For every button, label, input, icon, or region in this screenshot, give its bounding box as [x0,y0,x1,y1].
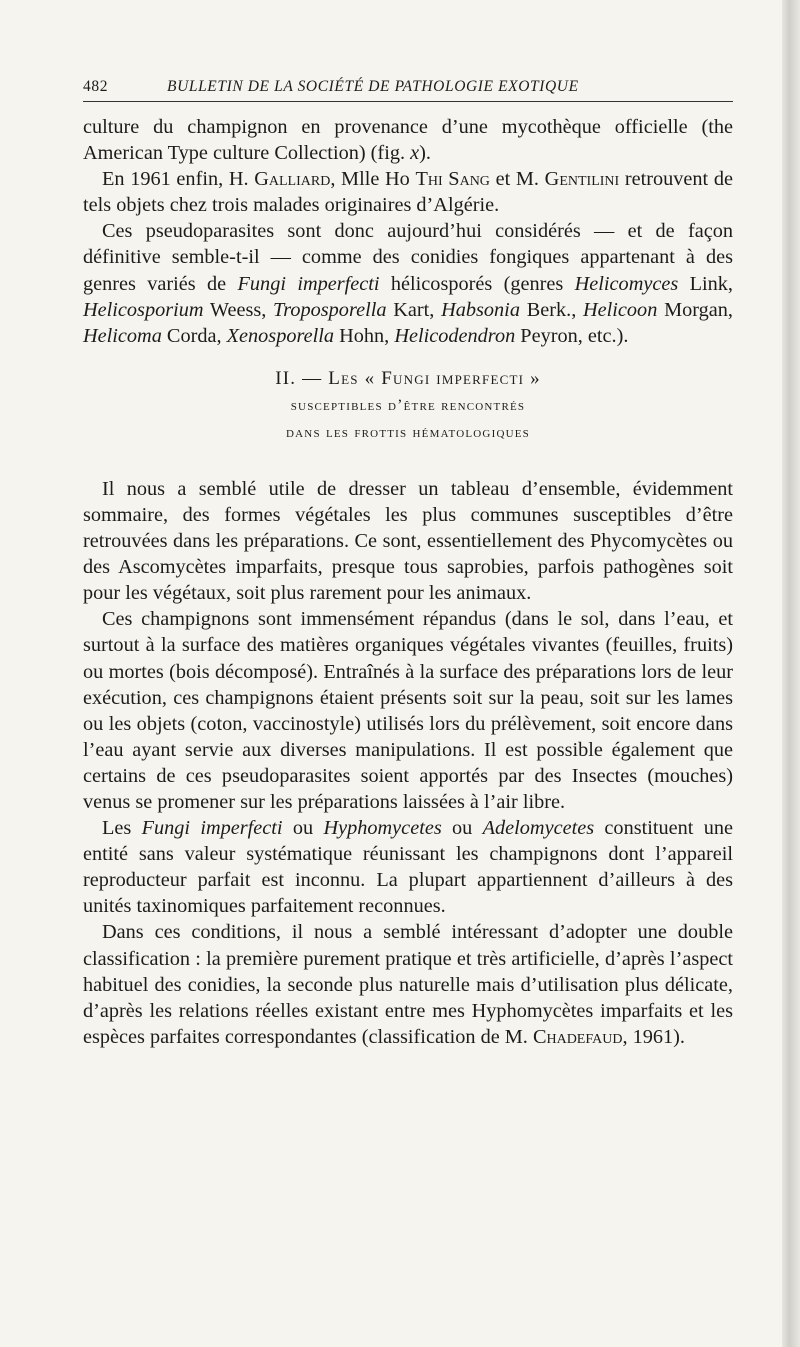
genus-troposporella: Troposporella [273,298,387,321]
p2-text-b: , Mlle Ho [330,168,416,191]
author-thi-sang: Thi Sang [415,168,490,191]
p6-italic-fungi: Fungi imperfecti [141,817,283,840]
section-heading [83,365,733,446]
genus-helicomyces: Helicomyces [574,272,679,295]
genus-helicoon: Helicoon [583,298,658,321]
p3-text-c: Link, [678,272,733,295]
journal-title: BULLETIN DE LA SOCIÉTÉ DE PATHOLOGIE EXOTIQUE [167,78,579,95]
p6-text-b: ou [282,817,324,840]
p3-text-b: hélicosporés (genres [379,272,575,295]
genus-helicosporium: Helicosporium [83,298,204,321]
paragraph-6 [83,815,733,919]
p3-text-f: Berk., [519,298,583,321]
p3-text-d: Weess, [203,298,274,321]
section-heading-line-1: II. — Les « Fungi imperfecti » [275,367,541,389]
genus-xenosporella: Xenosporella [226,324,335,347]
p6-italic-adelomycetes: Adelomycetes [482,817,595,840]
page [83,78,733,1050]
p2-text-a: En 1961 enfin, H. [102,168,255,191]
author-gentilini: Gentilini [544,168,620,191]
running-head [83,78,733,102]
paragraph-7 [83,919,733,1049]
p6-text-a: Les [102,817,142,840]
genus-helicodendron: Helicodendron [394,324,516,347]
page-edge-shadow [782,0,800,1347]
p1-text: culture du champignon en provenance d’une mycothèque officielle (the American Type culture Collection) (fig. [83,116,733,165]
p3-text-k: Hohn, [334,324,395,347]
p3-text-a: Ces pseudoparasites sont donc aujourd’hui considérés — et de façon définitive semble-t-il — comme des conidies fongiques appartenant à des genres variés de [83,220,733,295]
p3-italic-fungi: Fungi imperfecti [237,272,380,295]
p1-fig-ref: x [410,142,420,165]
paragraph-2 [83,166,733,218]
paragraph-3 [83,218,733,348]
section-heading-line-3: dans les frottis hématologiques [286,423,530,441]
p1-end: ). [419,142,431,165]
author-galliard: Galliard [254,168,331,191]
p6-italic-hyphomycetes: Hyphomycetes [323,817,442,840]
p3-text-g: Morgan, [657,298,733,321]
body-text [83,114,733,1050]
author-chadefaud: Chadefaud [532,1025,623,1048]
p2-text-c: et M. [489,168,545,191]
genus-habsonia: Habsonia [441,298,520,321]
section-heading-line-2: susceptibles d’être rencontrés [290,396,526,414]
p7-text-a: Dans ces conditions, il nous a semblé intéressant d’adopter une double classification : la première purement pratique et très artificielle, d’après l’aspect habituel des conidies, la seconde plus naturelle mais d’utilisation plus délicate, d’après les relations réelles existant entre mes Hyphomycètes imparfaits et les espèces parfaites correspondantes (classification de M. [83,921,733,1048]
paragraph-1 [83,114,733,166]
page-number: 482 [83,78,109,95]
p3-text-e: Kart, [386,298,442,321]
p6-text-c: ou [441,817,483,840]
p7-text-b: , 1961). [622,1025,685,1048]
paragraph-4: Il nous a semblé utile de dresser un tableau d’ensemble, évidemment sommaire, des formes végétales les plus communes susceptibles d’être retrouvées dans les préparations. Ce sont, essentiellement des Phycomycètes ou des Ascomycètes imparfaits, presque tous saprobies, parfois pathogènes soit pour les végétaux, soit plus rarement pour les animaux. [83,477,733,605]
p3-text-h: Corda, [161,324,227,347]
paragraph-5: Ces champignons sont immensément répandus (dans le sol, dans l’eau, et surtout à la surface des matières organiques végétales vivantes (feuilles, fruits) ou mortes (bois décomposé). Entraînés à la surface des préparations lors de leur exécution, ces champignons étaient présents soit sur la peau, soit sur les lames ou les objets (coton, vaccinostyle) utilisés lors du prélèvement, soit encore dans l’eau ayant servie aux diverses manipulations. Il est possible également que certains de ces pseudoparasites soient apportés par des Insectes (mouches) venus se promener sur les préparations laissées à l’air libre. [83,608,733,813]
p3-text-l: Peyron, etc.). [515,324,629,347]
p6-text-d: constituent une entité sans valeur systématique réunissant les champignons dont l’appareil reproducteur parfait est inconnu. La plupart appartiennent d’ailleurs à des unités taxinomiques parfaitement reconnues. [83,817,734,918]
genus-helicoma: Helicoma [83,324,162,347]
p2-text-d: retrouvent de tels objets chez trois malades originaires d’Algérie. [83,168,734,217]
